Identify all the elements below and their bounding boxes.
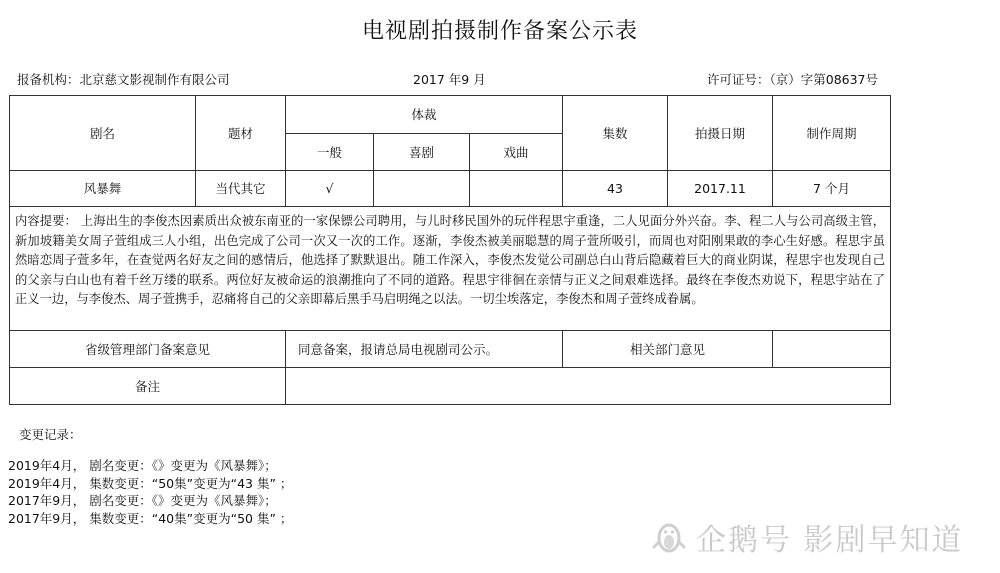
change-log-entry: 2017年9月， 集数变更：“40集”变更为“50 集” ； bbox=[8, 510, 293, 526]
license-number: 许可证号：（京）字第08637号 bbox=[707, 72, 879, 87]
header-genre-general: 一般 bbox=[286, 134, 374, 171]
provincial-opinion-value: 同意备案，报请总局电视剧司公示。 bbox=[286, 331, 563, 368]
header-genre-opera: 戏曲 bbox=[470, 134, 563, 171]
change-log bbox=[8, 457, 292, 527]
header-production-period: 制作周期 bbox=[773, 96, 891, 171]
remarks-value bbox=[286, 368, 891, 405]
filing-table bbox=[9, 95, 891, 405]
header-episodes: 集数 bbox=[563, 96, 668, 171]
cell-genre-comedy bbox=[374, 171, 470, 207]
change-log-entry: 2017年9月， 剧名变更：《》变更为《风暴舞》； bbox=[8, 493, 277, 508]
header-genre-comedy: 喜剧 bbox=[374, 134, 470, 171]
watermark bbox=[652, 517, 964, 557]
synopsis-text: 内容提要： 上海出生的李俊杰因素质出众被东南亚的一家保镖公司聘用，与儿时移民国外的玩伴程思宇重逢，二人见面分外兴奋。李、程二人与公司高级主管，新加坡籍美女周子萱组成三人小组，出色完成了公司一次又一次的工作。逐渐，李俊杰被美丽聪慧的周子萱所吸引，而周也对阳刚果敢的李心生好感。程思宇虽然暗恋周子萱多年，在查觉两名好友之间的感情后，他选择了默默退出。随工作深入，李俊杰发觉公司副总白山背后隐藏着巨大的商业阴谋，程思宇也发现自己的父亲与白山也有着千丝万缕的联系。两位好友被命运的浪潮推向了不同的道路。程思宇徘徊在亲情与正义之间艰难选择。最终在李俊杰劝说下，程思宇站在了正义一边，与李俊杰、周子萱携手，忍痛将自己的父亲即幕后黑手马启明绳之以法。一切尘埃落定，李俊杰和周子萱终成眷属。 bbox=[15, 214, 885, 306]
change-log-entry: 2019年4月， 集数变更：“50集”变更为“43 集” ； bbox=[8, 475, 293, 491]
filing-organization: 报备机构：北京慈文影视制作有限公司 bbox=[17, 72, 230, 87]
cell-production-period: 7 个月 bbox=[773, 171, 891, 207]
header-subject: 题材 bbox=[196, 96, 286, 171]
cell-episodes: 43 bbox=[563, 171, 668, 207]
header-shoot-date: 拍摄日期 bbox=[668, 96, 773, 171]
watermark-text: 企鹅号 影剧早知道 bbox=[696, 523, 964, 558]
change-log-label: 变更记录： bbox=[19, 427, 82, 442]
header-drama-name: 剧名 bbox=[10, 96, 196, 171]
header-genre: 体裁 bbox=[286, 96, 563, 134]
penguin-logo-icon bbox=[652, 520, 686, 554]
cell-genre-opera bbox=[470, 171, 563, 207]
cell-shoot-date: 2017.11 bbox=[668, 171, 773, 207]
change-log-entry: 2019年4月， 剧名变更：《》变更为《风暴舞》； bbox=[8, 458, 277, 473]
cell-genre-general-check: √ bbox=[286, 171, 374, 207]
synopsis-cell bbox=[10, 207, 891, 331]
page-title: 电视剧拍摄制作备案公示表 bbox=[361, 19, 638, 44]
filing-date: 2017 年9 月 bbox=[413, 72, 486, 87]
cell-subject: 当代其它 bbox=[196, 171, 286, 207]
cell-drama-name: 风暴舞 bbox=[10, 171, 196, 207]
related-dept-opinion-value bbox=[773, 331, 891, 368]
remarks-label: 备注 bbox=[10, 368, 286, 405]
related-dept-opinion-label: 相关部门意见 bbox=[563, 331, 773, 368]
provincial-opinion-label: 省级管理部门备案意见 bbox=[10, 331, 286, 368]
